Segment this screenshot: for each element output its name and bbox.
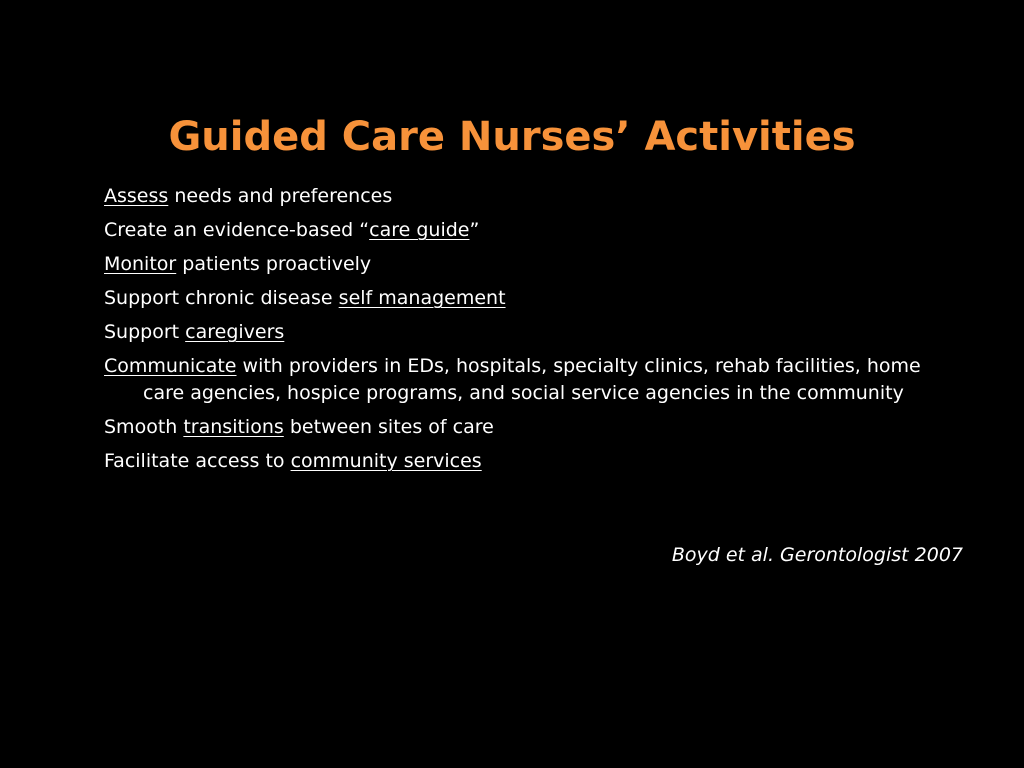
slide-title: Guided Care Nurses’ Activities xyxy=(168,114,856,160)
item-underlined-text: Monitor xyxy=(104,253,177,275)
item-post-text: patients proactively xyxy=(176,253,372,275)
item-pre-text: Facilitate access to xyxy=(104,450,291,472)
list-item-communicate xyxy=(104,353,944,407)
item-post-text: ” xyxy=(469,219,480,241)
item-underlined-text: self management xyxy=(338,287,506,309)
activity-list xyxy=(104,183,944,482)
item-post-text: between sites of care xyxy=(283,416,494,438)
list-item-transitions xyxy=(104,414,944,441)
item-post-text: needs and preferences xyxy=(168,185,393,207)
item-underlined-text: Assess xyxy=(104,185,169,207)
list-item-caregivers xyxy=(104,319,944,346)
item-underlined-text: Communicate xyxy=(104,355,237,377)
item-pre-text: Support xyxy=(104,321,186,343)
list-item-assess xyxy=(104,183,944,210)
item-underlined-text: community services xyxy=(290,450,482,472)
item-post-text: with providers in EDs, hospitals, specialty clinics, rehab facilities, home care agencies, hospice programs, and social service agencies in the community xyxy=(143,355,921,404)
item-underlined-text: caregivers xyxy=(185,321,285,343)
list-item-care-guide xyxy=(104,217,944,244)
list-item-self-management xyxy=(104,285,944,312)
item-underlined-text: care guide xyxy=(369,219,470,241)
item-underlined-text: transitions xyxy=(183,416,284,438)
item-pre-text: Smooth xyxy=(104,416,184,438)
item-pre-text: Support chronic disease xyxy=(104,287,339,309)
list-item-monitor xyxy=(104,251,944,278)
citation: Boyd et al. Gerontologist 2007 xyxy=(671,544,963,566)
list-item-community-services xyxy=(104,448,944,475)
item-pre-text: Create an evidence-based “ xyxy=(104,219,370,241)
